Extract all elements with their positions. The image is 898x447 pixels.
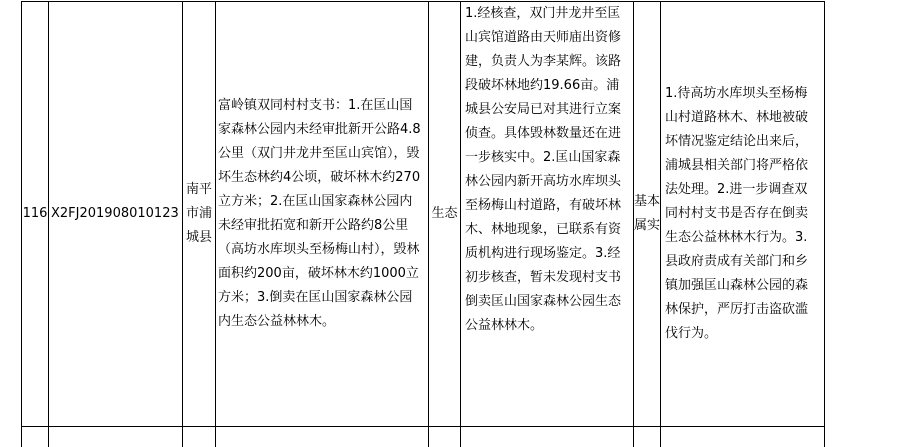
action-taken: 1.待高坊水库坝头至杨梅山村道路林木、林地被破坏情况鉴定结论出来后，浦城县相关部门将严格依法处理。2.进一步调查双同村村支书是否存在倒卖生态公益林林木行为。3.县政府责成有关部门和乡镇加强匡山森林公园的森林保护，严厉打击盗砍滥伐行为。 (661, 2, 825, 427)
next-row-cell (183, 427, 216, 447)
row-index: 116 (22, 2, 49, 427)
pollution-type: 生态 (429, 2, 461, 427)
next-row-cell (661, 427, 825, 447)
status-cell: 基本属实 (634, 2, 661, 427)
verification-result: 1.经核查，双门井龙井至匡山宾馆道路由天师庙出资修建，负责人为李某辉。该路段破坏林地约19.66亩。浦城县公安局已对其进行立案侦查。具体毁林数量还在进一步核实中。2.匡山国家森林公园内新开高坊水库坝头至杨梅山村道路，有破坏林木、林地现象，已联系有资质机构进行现场鉴定。3.经初步核查，暂未发现村支书倒卖匡山国家森林公园生态公益林林木。 (461, 2, 634, 427)
next-row-cell (216, 427, 429, 447)
table-row (22, 2, 825, 427)
region-cell: 南平市浦城县 (183, 2, 216, 427)
next-row-cell (429, 427, 461, 447)
complaint-description: 富岭镇双同村村支书：1.在匡山国家森林公园内未经审批新开公路4.8公里（双门井龙井至匡山宾馆），毁坏生态林约4公顷，破坏林木约270立方米；2.在匡山国家森林公园内未经审批拓宽和新开公路约8公里（高坊水库坝头至杨梅山村），毁林面积约200亩，破坏林木约1000立方米；3.倒卖在匡山国家森林公园内生态公益林林木。 (216, 2, 429, 427)
next-row-cell (634, 427, 661, 447)
petition-table (21, 1, 825, 447)
next-row-cell (49, 427, 183, 447)
next-row-cell (461, 427, 634, 447)
table-row-next (22, 427, 825, 447)
next-row-cell (22, 427, 49, 447)
case-code: X2FJ201908010123 (49, 2, 183, 427)
